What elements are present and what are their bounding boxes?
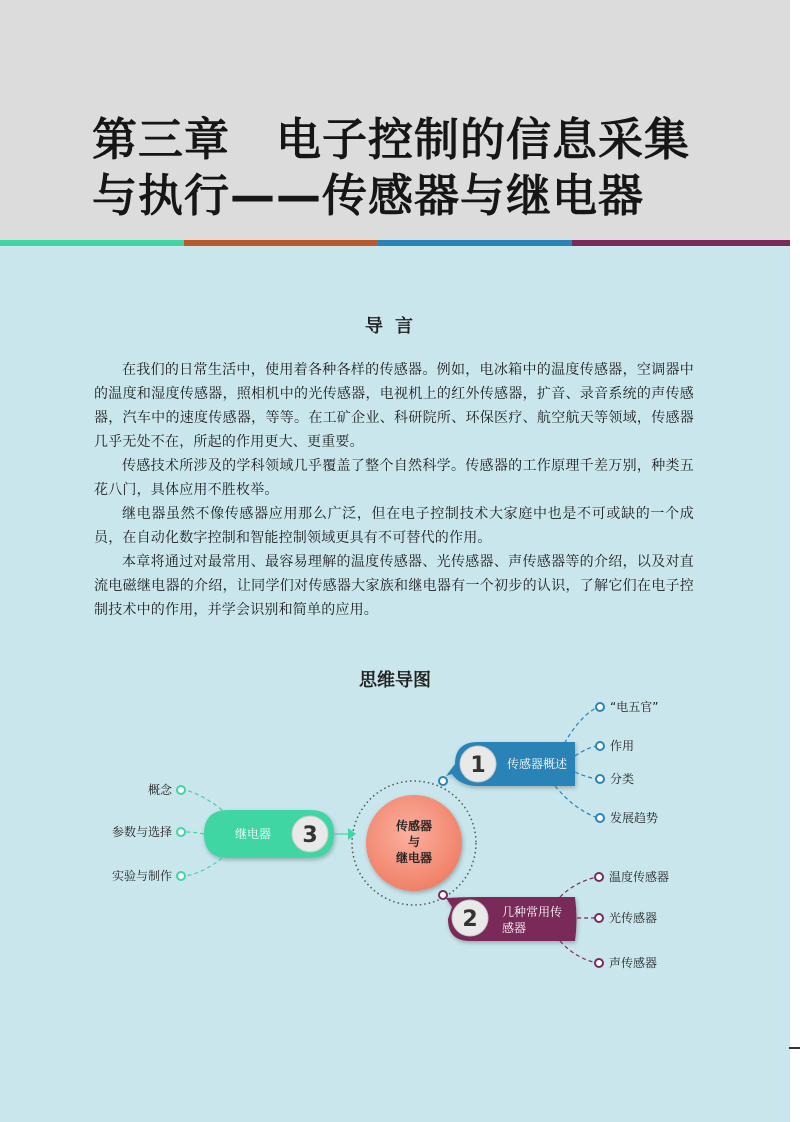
page-edge-mark <box>789 1047 800 1049</box>
branch-1-number: 1 <box>470 753 486 778</box>
branch-3-relay <box>204 810 334 858</box>
leaf-experiment: 实验与制作 <box>111 869 172 883</box>
leaf-function: 作用 <box>610 739 635 753</box>
branch-1-sensor-overview <box>446 742 575 786</box>
branch-3-label: 继电器 <box>234 827 272 841</box>
mindmap-title: 思维导图 <box>359 670 431 691</box>
leaf-dot <box>595 914 603 922</box>
leaf-light-sensor: 光传感器 <box>609 911 658 925</box>
leaf-classification: 分类 <box>610 772 635 786</box>
leaf-dot <box>595 959 603 967</box>
branch-2-common-sensors <box>446 897 577 941</box>
chapter-title-line2: 与执行——传感器与继电器 <box>92 169 645 222</box>
center-label-3: 继电器 <box>395 851 433 865</box>
leaf-dot <box>596 742 604 750</box>
branch-3-number: 3 <box>302 823 318 848</box>
leaf-dot <box>177 872 185 880</box>
leaf-dot <box>596 775 604 783</box>
chapter-title <box>92 112 752 224</box>
leaf-dot <box>596 703 604 711</box>
intro-paragraph-2: 传感技术所涉及的学科领域几乎覆盖了整个自然科学。传感器的工作原理千差万别，种类五花八门，具体应用不胜枚举。 <box>94 458 694 498</box>
leaf-trend: 发展趋势 <box>610 811 659 825</box>
leaf-parameters: 参数与选择 <box>111 825 172 839</box>
leaf-electric-senses: “电五官” <box>610 700 659 714</box>
branch-1-label: 传感器概述 <box>506 757 568 771</box>
connector-dot-2 <box>439 891 447 899</box>
branch-2-label-line1: 几种常用传 <box>502 905 563 919</box>
leaf-dot <box>177 786 185 794</box>
leaf-dot <box>595 873 603 881</box>
mindmap-diagram <box>0 690 790 990</box>
intro-paragraph-4: 本章将通过对最常用、最容易理解的温度传感器、光传感器、声传感器等的介绍，以及对直流电磁继电器的介绍，让同学们对传感器大家族和继电器有一个初步的认识，了解它们在电子控制技术中的作用，并学会识别和简单的应用。 <box>94 554 694 618</box>
intro-paragraph-1: 在我们的日常生活中，使用着各种各样的传感器。例如，电冰箱中的温度传感器，空调器中的温度和湿度传感器，照相机中的光传感器，电视机上的红外传感器，扩音、录音系统的声传感器，汽车中的速度传感器，等等。在工矿企业、科研院所、环保医疗、航空航天等领域，传感器几乎无处不在，所起的作用更大、更重要。 <box>94 362 694 450</box>
leaf-concept: 概念 <box>147 783 172 797</box>
leaf-dot <box>177 828 185 836</box>
chapter-title-line1: 第三章 电子控制的信息采集 <box>92 113 691 166</box>
leaf-temperature-sensor: 温度传感器 <box>609 870 670 884</box>
branch-2-number: 2 <box>462 907 478 932</box>
branch-2-label-line2: 感器 <box>502 921 527 935</box>
center-label-2: 与 <box>407 835 421 849</box>
intro-heading: 导言 <box>365 316 425 337</box>
center-label-1: 传感器 <box>395 819 433 833</box>
connector-dot-1 <box>439 777 447 785</box>
intro-paragraph-3: 继电器虽然不像传感器应用那么广泛，但在电子控制技术大家庭中也是不可或缺的一个成员，在自动化数字控制和智能控制领域更具有不可替代的作用。 <box>94 506 694 546</box>
leaf-dot <box>596 814 604 822</box>
leaf-sound-sensor: 声传感器 <box>609 956 658 970</box>
